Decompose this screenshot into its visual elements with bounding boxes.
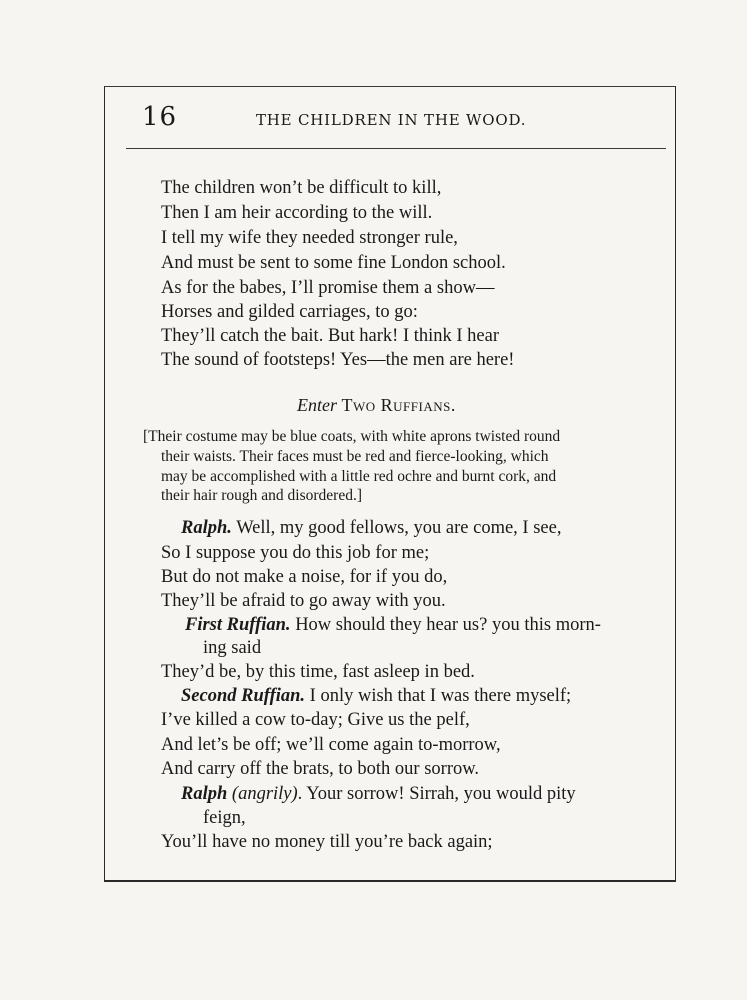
verse-line: The children won’t be difficult to kill, [161, 178, 442, 198]
stage-entry-enter: Enter [297, 395, 337, 415]
speech-text: I only wish that I was there myself; [305, 686, 572, 706]
speech-text: Well, my good fellows, you are come, I see, [231, 518, 562, 538]
speaker-name: Ralph. [181, 518, 232, 538]
stage-direction-line: their waists. Their faces must be red and fierce-looking, which [161, 448, 549, 465]
dialogue-line [181, 518, 561, 539]
stage-entry-who: Two Ruffians. [341, 395, 456, 415]
speaker-aside: (angrily) [227, 784, 298, 804]
dialogue-line: So I suppose you do this job for me; [161, 543, 430, 563]
speech-text: How should they hear us? you this morn- [290, 615, 601, 635]
dialogue-line [185, 615, 601, 636]
dialogue-line: And carry off the brats, to both our sorrow. [161, 759, 480, 779]
dialogue-line: ing said [203, 638, 262, 658]
verse-line: And must be sent to some fine London school. [161, 253, 506, 273]
dialogue-line: And let’s be off; we’ll come again to-morrow, [161, 735, 501, 755]
verse-line: Horses and gilded carriages, to go: [161, 302, 418, 322]
stage-direction-line: [Their costume may be blue coats, with white aprons twisted round [143, 428, 561, 445]
speaker-name: Second Ruffian. [181, 686, 306, 706]
dialogue-line [181, 686, 571, 707]
dialogue-line: You’ll have no money till you’re back again; [161, 832, 493, 852]
dialogue-line: They’ll be afraid to go away with you. [161, 591, 446, 611]
stage-direction-line: their hair rough and disordered.] [161, 487, 363, 504]
running-title: THE CHILDREN IN THE WOOD. [256, 111, 527, 129]
stage-entry [297, 395, 456, 416]
verse-line: I tell my wife they needed stronger rule, [161, 228, 458, 248]
dialogue-line [181, 784, 576, 805]
dialogue-line: I’ve killed a cow to-day; Give us the pelf, [161, 710, 470, 730]
verse-line: As for the babes, I’ll promise them a show— [161, 278, 495, 298]
speaker-name: Ralph [181, 784, 228, 804]
stage-direction-line: may be accomplished with a little red ochre and burnt cork, and [161, 468, 557, 485]
speaker-name: First Ruffian. [185, 615, 291, 635]
page-header [104, 100, 676, 140]
verse-line: Then I am heir according to the will. [161, 203, 433, 223]
dialogue-line: They’d be, by this time, fast asleep in bed. [161, 662, 475, 682]
verse-line: The sound of footsteps! Yes—the men are here! [161, 350, 515, 370]
verse-line: They’ll catch the bait. But hark! I think I hear [161, 326, 500, 346]
page-number: 16 [142, 102, 178, 132]
header-rule [126, 148, 666, 149]
speech-text: . Your sorrow! Sirrah, you would pity [297, 784, 576, 804]
dialogue-line: But do not make a noise, for if you do, [161, 567, 448, 587]
dialogue-line: feign, [203, 808, 246, 828]
